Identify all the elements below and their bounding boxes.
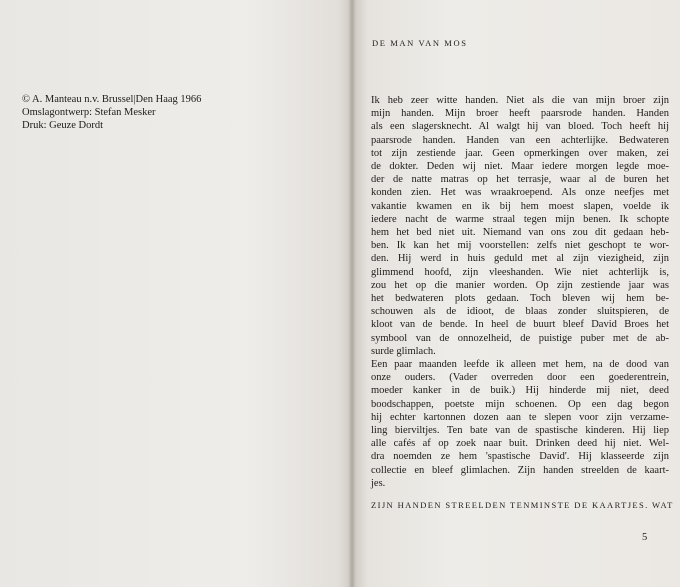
text-line: den. Hij werd in huis geduld met al zijn viezigheid, zijn: [371, 253, 669, 265]
text-line: boodschappen, poetste mijn schoenen. Op een dag begon: [371, 398, 669, 410]
text-line: ben. Ik kan het mij voorstellen: zelfs niet geschopt te wor-: [371, 240, 669, 252]
text-line: Een paar maanden leefde ik alleen met hem, na de dood van: [371, 359, 669, 371]
text-line: zou het op die manier worden. Op zijn zestiende jaar was: [371, 279, 669, 291]
body-text: [371, 94, 669, 490]
text-line: de dokter. Deden wij niet. Maar iedere morgen legde moe-: [371, 161, 669, 173]
text-line: jes.: [371, 477, 386, 489]
running-head: DE MAN VAN MOS: [372, 38, 468, 48]
text-line: tot zijn zestiende jaar. Geen opmerkingen over maken, zei: [371, 147, 669, 159]
text-line: Ik heb zeer witte handen. Niet als die van mijn broer zijn: [371, 95, 669, 106]
text-line: collectie en bleef glimlachen. Zijn handen streelden de kaart-: [371, 464, 669, 476]
text-line: ling bierviltjes. Ten bate van de spastische kinderen. Hij liep: [371, 425, 669, 437]
text-line: iedere nacht de warme straal tegen mijn benen. Ik schopte: [371, 213, 669, 225]
continuation-line: ZIJN HANDEN STREELDEN TENMINSTE DE KAARTJES. WAT: [371, 500, 674, 510]
page-number: 5: [642, 532, 648, 543]
text-line: schouwen als de idioot, de blaas zonder sluitspieren, de: [371, 306, 669, 318]
colophon-copyright: © A. Manteau n.v. Brussel|Den Haag 1966: [22, 94, 202, 105]
text-line: onze ouders. (Vader overreden door een goederentrein,: [371, 372, 669, 384]
text-line: der de natte matras op het terrasje, waar al de buren het: [371, 174, 669, 186]
text-line: surde glimlach.: [371, 345, 436, 357]
colophon-cover-design: Omslagontwerp: Stefan Mesker: [22, 107, 156, 118]
text-line: kloot van de bende. In heel de buurt bleef David Broes het: [371, 319, 669, 331]
text-line: alle cafés af op zoek naar buit. Drinken deed hij niet. Wel-: [371, 438, 669, 450]
text-line: paarsrode handen. Handen van een achterlijke. Bedwateren: [371, 134, 669, 146]
book-gutter: [348, 0, 356, 587]
text-line: symbool van de onnozelheid, de puistige puber met de ab-: [371, 332, 669, 344]
text-line: dra noemden ze hem 'spastische David'. Hij klasseerde zijn: [371, 451, 669, 463]
text-line: glimmend hoofd, zijn vleeshanden. Wie niet achterlijk is,: [371, 266, 669, 278]
colophon-printer: Druk: Geuze Dordt: [22, 120, 104, 131]
text-line: hem het bed niet uit. Niemand van ons zou dit gedaan heb-: [371, 227, 669, 239]
text-line: konden zien. Het was wraakroepend. Als onze neefjes met: [371, 187, 669, 199]
text-line: als een slagersknecht. Al walgt hij van bloed. Toch heeft hij: [371, 121, 669, 133]
text-line: hij echter kartonnen dozen aan te slepen voor zijn verzame-: [371, 411, 669, 423]
colophon: [22, 93, 201, 132]
text-line: moeder kanker in de buik.) Hij hinderde mij niet, deed: [371, 385, 669, 397]
text-line: vakantie kwamen en ik bij hem moest slapen, voelde ik: [371, 200, 669, 212]
text-line: het bedwateren plots gedaan. Toch bleven wij hem be-: [371, 293, 669, 305]
text-line: mijn handen. Mijn broer heeft paarsrode handen. Handen: [371, 108, 669, 120]
